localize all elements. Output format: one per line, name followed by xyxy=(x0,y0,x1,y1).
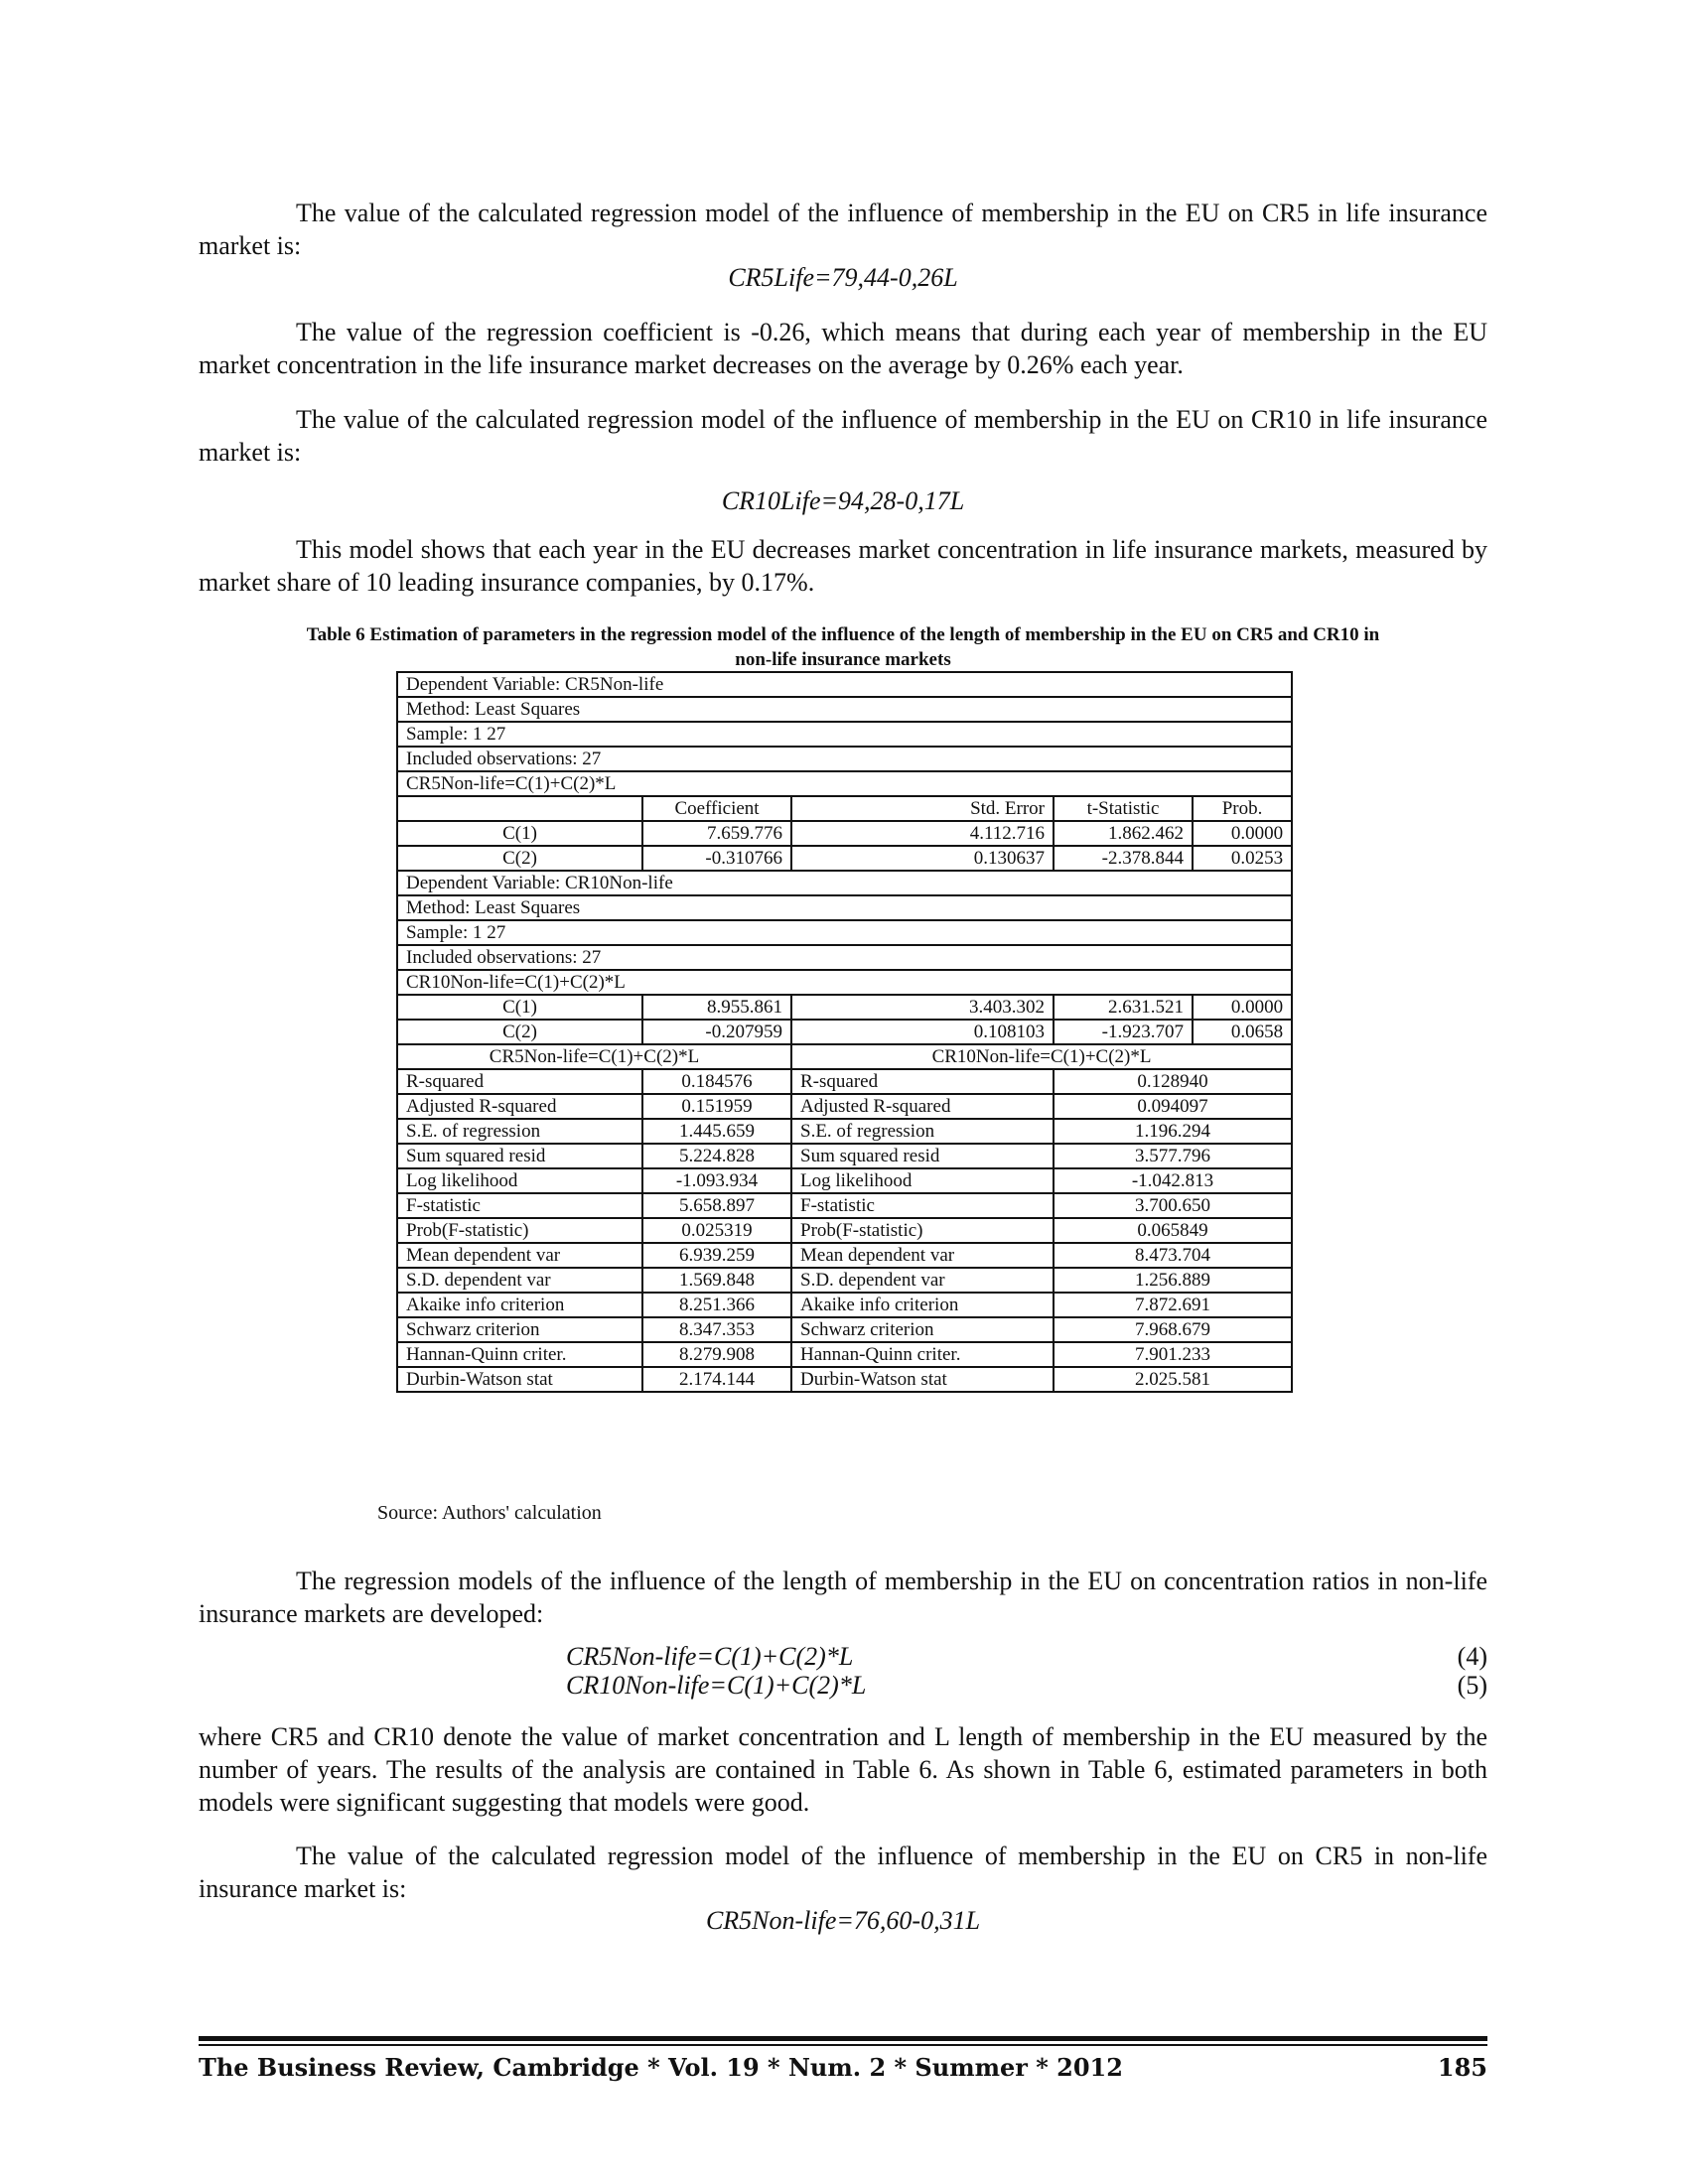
stats-row xyxy=(397,1367,1292,1392)
stat-value-cr10: 1.196.294 xyxy=(1054,1119,1292,1144)
stat-value-cr10: 7.872.691 xyxy=(1054,1293,1292,1317)
journal-footer: The Business Review, Cambridge * Vol. 19 * Num. 2 * Summer * 2012 xyxy=(199,2053,1123,2082)
stat-value-cr5: 1.445.659 xyxy=(642,1119,791,1144)
header-std-error: Std. Error xyxy=(791,796,1054,821)
stats-row xyxy=(397,1193,1292,1218)
stat-value-cr5: 0.151959 xyxy=(642,1094,791,1119)
stats-row xyxy=(397,1342,1292,1367)
stat-value-cr5: 0.184576 xyxy=(642,1069,791,1094)
stats-row xyxy=(397,1069,1292,1094)
stats-row xyxy=(397,1218,1292,1243)
paragraph-1: The value of the calculated regression model of the influence of membership in the EU on CR5 in life insurance market is: xyxy=(199,199,1487,260)
method-1: Method: Least Squares xyxy=(397,697,1292,722)
model-equation-5: CR10Non-life=C(1)+C(2)*L xyxy=(566,1671,867,1700)
stat-label-cr10: Akaike info criterion xyxy=(791,1293,1054,1317)
stat-value-cr5: 6.939.259 xyxy=(642,1243,791,1268)
stats-head-cr5: CR5Non-life=C(1)+C(2)*L xyxy=(397,1044,791,1069)
stat-label-cr10: S.D. dependent var xyxy=(791,1268,1054,1293)
paragraph-7: The value of the calculated regression model of the influence of membership in the EU on CR5 in non-life insurance market is: xyxy=(199,1842,1487,1903)
paragraph-5: The regression models of the influence of the length of membership in the EU on concentration ratios in non-life insurance markets are developed: xyxy=(199,1567,1487,1628)
obs-2: Included observations: 27 xyxy=(397,945,1292,970)
stat-label-cr5: Mean dependent var xyxy=(397,1243,642,1268)
stat-value-cr10: 2.025.581 xyxy=(1054,1367,1292,1392)
stat-label-cr10: Adjusted R-squared xyxy=(791,1094,1054,1119)
stats-row xyxy=(397,1168,1292,1193)
stat-label-cr5: Adjusted R-squared xyxy=(397,1094,642,1119)
obs-1: Included observations: 27 xyxy=(397,747,1292,771)
stat-label-cr5: S.D. dependent var xyxy=(397,1268,642,1293)
stat-value-cr10: 1.256.889 xyxy=(1054,1268,1292,1293)
stat-label-cr5: S.E. of regression xyxy=(397,1119,642,1144)
coef-header-row xyxy=(397,796,1292,821)
stat-value-cr5: -1.093.934 xyxy=(642,1168,791,1193)
stat-value-cr10: -1.042.813 xyxy=(1054,1168,1292,1193)
stats-row xyxy=(397,1144,1292,1168)
header-t-statistic: t-Statistic xyxy=(1054,796,1193,821)
footer-rule-thick xyxy=(199,2036,1487,2041)
stat-value-cr5: 8.279.908 xyxy=(642,1342,791,1367)
stat-label-cr5: Hannan-Quinn criter. xyxy=(397,1342,642,1367)
sample-2: Sample: 1 27 xyxy=(397,920,1292,945)
stat-value-cr10: 8.473.704 xyxy=(1054,1243,1292,1268)
equation-cr5-nonlife: CR5Non-life=76,60-0,31L xyxy=(705,1906,981,1935)
stat-label-cr10: Prob(F-statistic) xyxy=(791,1218,1054,1243)
stat-value-cr10: 0.128940 xyxy=(1054,1069,1292,1094)
equation-cr5-life: CR5Life=79,44-0,26L xyxy=(728,263,958,292)
sample-1: Sample: 1 27 xyxy=(397,722,1292,747)
stats-head-cr10: CR10Non-life=C(1)+C(2)*L xyxy=(791,1044,1292,1069)
stat-label-cr10: R-squared xyxy=(791,1069,1054,1094)
stat-label-cr10: S.E. of regression xyxy=(791,1119,1054,1144)
formula-2: CR10Non-life=C(1)+C(2)*L xyxy=(397,970,1292,995)
stat-value-cr10: 7.968.679 xyxy=(1054,1317,1292,1342)
stat-label-cr10: Mean dependent var xyxy=(791,1243,1054,1268)
stats-row xyxy=(397,1268,1292,1293)
coef-row: C(2) -0.207959 0.108103 -1.923.707 0.0658 xyxy=(397,1020,1292,1044)
dep-var-2: Dependent Variable: CR10Non-life xyxy=(397,871,1292,895)
header-coefficient: Coefficient xyxy=(642,796,791,821)
stat-value-cr5: 2.174.144 xyxy=(642,1367,791,1392)
stat-value-cr5: 5.224.828 xyxy=(642,1144,791,1168)
footer-rule-thin xyxy=(199,2044,1487,2046)
stat-label-cr10: Log likelihood xyxy=(791,1168,1054,1193)
model-equation-4: CR5Non-life=C(1)+C(2)*L xyxy=(566,1642,854,1671)
stats-header-row xyxy=(397,1044,1292,1069)
stats-row xyxy=(397,1094,1292,1119)
header-prob: Prob. xyxy=(1193,796,1292,821)
stat-label-cr10: Hannan-Quinn criter. xyxy=(791,1342,1054,1367)
page-number: 185 xyxy=(1437,2053,1487,2082)
coef-row: C(2) -0.310766 0.130637 -2.378.844 0.0253 xyxy=(397,846,1292,871)
equation-number-5: (5) xyxy=(1457,1671,1487,1700)
regression-table xyxy=(396,671,1293,1393)
stats-row xyxy=(397,1243,1292,1268)
stat-value-cr5: 8.347.353 xyxy=(642,1317,791,1342)
stat-label-cr5: R-squared xyxy=(397,1069,642,1094)
stat-value-cr10: 0.094097 xyxy=(1054,1094,1292,1119)
stat-value-cr10: 3.577.796 xyxy=(1054,1144,1292,1168)
stat-label-cr5: Akaike info criterion xyxy=(397,1293,642,1317)
stat-value-cr5: 5.658.897 xyxy=(642,1193,791,1218)
stats-row xyxy=(397,1119,1292,1144)
stat-value-cr5: 1.569.848 xyxy=(642,1268,791,1293)
paragraph-2: The value of the regression coefficient is -0.26, which means that during each year of membership in the EU market concentration in the life insurance market decreases on the average by 0.26% each year. xyxy=(199,318,1487,379)
stat-label-cr5: F-statistic xyxy=(397,1193,642,1218)
stat-label-cr10: F-statistic xyxy=(791,1193,1054,1218)
stat-value-cr5: 0.025319 xyxy=(642,1218,791,1243)
method-2: Method: Least Squares xyxy=(397,895,1292,920)
coef-row: C(1) 8.955.861 3.403.302 2.631.521 0.0000 xyxy=(397,995,1292,1020)
stat-value-cr10: 7.901.233 xyxy=(1054,1342,1292,1367)
stats-row xyxy=(397,1293,1292,1317)
dep-var-1: Dependent Variable: CR5Non-life xyxy=(397,672,1292,697)
stat-value-cr10: 0.065849 xyxy=(1054,1218,1292,1243)
stat-label-cr10: Schwarz criterion xyxy=(791,1317,1054,1342)
stat-label-cr5: Schwarz criterion xyxy=(397,1317,642,1342)
formula-1: CR5Non-life=C(1)+C(2)*L xyxy=(397,771,1292,796)
coef-row: C(1) 7.659.776 4.112.716 1.862.462 0.0000 xyxy=(397,821,1292,846)
stat-label-cr10: Durbin-Watson stat xyxy=(791,1367,1054,1392)
paragraph-4: This model shows that each year in the EU decreases market concentration in life insurance markets, measured by market share of 10 leading insurance companies, by 0.17%. xyxy=(199,535,1487,597)
paragraph-3: The value of the calculated regression model of the influence of membership in the EU on CR10 in life insurance market is: xyxy=(199,405,1487,467)
equation-cr10-life: CR10Life=94,28-0,17L xyxy=(721,486,965,515)
stat-label-cr10: Sum squared resid xyxy=(791,1144,1054,1168)
equation-number-4: (4) xyxy=(1457,1642,1487,1671)
paragraph-6: where CR5 and CR10 denote the value of market concentration and L length of membership in the EU measured by the number of years. The results of the analysis are contained in Table 6. As shown in Table 6, estimated parameters in both models were significant suggesting that models were good. xyxy=(199,1722,1487,1817)
stat-value-cr5: 8.251.366 xyxy=(642,1293,791,1317)
stat-label-cr5: Durbin-Watson stat xyxy=(397,1367,642,1392)
table-caption: Table 6 Estimation of parameters in the regression model of the influence of the length of membership in the EU on CR5 and CR10 in non-life insurance markets xyxy=(306,624,1380,670)
stat-label-cr5: Prob(F-statistic) xyxy=(397,1218,642,1243)
stats-row xyxy=(397,1317,1292,1342)
stat-value-cr10: 3.700.650 xyxy=(1054,1193,1292,1218)
stat-label-cr5: Sum squared resid xyxy=(397,1144,642,1168)
table-source: Source: Authors' calculation xyxy=(377,1502,602,1524)
stat-label-cr5: Log likelihood xyxy=(397,1168,642,1193)
